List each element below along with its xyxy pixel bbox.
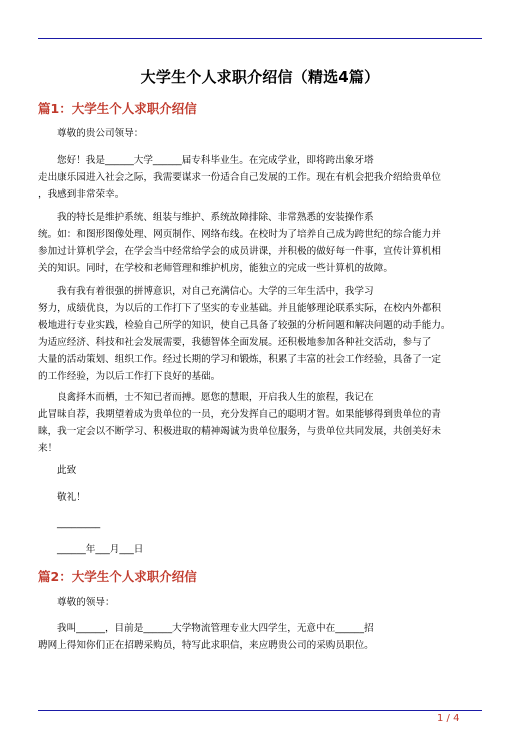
text-line: 我叫______，目前是______大学物流管理专业大四学生，无意中在______招 [57, 623, 374, 634]
text-line: 此冒昧自荐，我期望着成为贵单位的一员，充分发挥自己的聪明才智。如果能够得到贵单位的青 [38, 409, 441, 420]
footer-rule [38, 710, 482, 711]
text-line: 统。如：和图形图像处理、网页制作、网络布线。在校时为了培养自己成为跨世纪的综合能力并 [38, 229, 441, 240]
text-line: 我有我有着很强的拼博意识，对自己充满信心。大学的三年生活中，我学习 [57, 286, 374, 297]
closing-regards [38, 489, 484, 506]
greeting-2-text: 尊敬的领导： [57, 597, 115, 608]
date-text: ______年___月___日 [57, 544, 144, 555]
closing-text: 敬礼！ [57, 492, 86, 503]
text-line: ，我感到非常荣幸。 [38, 189, 125, 200]
document-title: 大学生个人求职介绍信（精选4篇） [140, 68, 380, 86]
closing-text: 此致 [57, 465, 77, 476]
text-line: 我的特长是维护系统、组装与维护、系统故障排除、非常熟悉的安装操作系 [57, 212, 374, 223]
paragraph-1-3 [38, 283, 484, 385]
text-line: 努力，成绩优良，为以后的工作打下了坚实的专业基础。并且能够理论联系实际，在校内外都积 [38, 303, 441, 314]
text-line: 为适应经济、科技和社会发展需要，我德智体全面发展。还积极地参加各种社交活动，参与了 [38, 337, 432, 348]
greeting-2 [38, 594, 484, 611]
text-line: 大量的活动策划、组织工作。经过长期的学习和锻炼，积累了丰富的社会工作经验，具备了一定 [38, 354, 441, 365]
closing-salutation [38, 462, 484, 479]
text-line: 您好！我是______大学______届专科毕业生。在完成学业，即将跨出象牙塔 [57, 155, 374, 166]
signature-text: _________ [57, 518, 101, 529]
greeting-1 [38, 125, 484, 142]
text-line: 的工作经验，为以后工作打下良好的基础。 [38, 371, 221, 382]
paragraph-1-1 [38, 152, 484, 203]
paragraph-1-4 [38, 389, 484, 457]
text-line: 良禽择木而栖，士不知已者而搏。愿您的慧眼，开启我人生的旅程，我记在 [57, 392, 374, 403]
text-line: 走出康乐园进入社会之际，我需要谋求一份适合自己发展的工作。现在有机会把我介绍给贵单位 [38, 172, 441, 183]
date-line [38, 541, 484, 558]
page-number: 1 / 4 [437, 713, 460, 724]
section-heading-1: 篇1：大学生个人求职介绍信 [38, 101, 197, 116]
text-line: 关的知识。同时，在学校和老师管理和维护机房，能独立的完成一些计算机的故障。 [38, 263, 393, 274]
header-rule [38, 38, 482, 39]
text-line: 极地进行专业实践，检验自己所学的知识，使自己具备了较强的分析问题和解决问题的动手能力。 [38, 320, 451, 331]
text-line: 聘网上得知你们正在招聘采购员，特写此求职信，来应聘贵公司的采购员职位。 [38, 640, 374, 651]
text-line: 来！ [38, 443, 58, 454]
paragraph-2-1 [38, 620, 484, 654]
section-heading-2: 篇2：大学生个人求职介绍信 [38, 569, 197, 584]
greeting-1-text: 尊敬的贵公司领导： [57, 128, 144, 139]
text-line: 睐，我一定会以不断学习、积极进取的精神竭诚为贵单位服务，与贵单位共同发展，共创美好未 [38, 426, 441, 437]
text-line: 参加过计算机学会，在学会当中经常给学会的成员讲课，并积极的做好每一件事，宣传计算机相 [38, 246, 441, 257]
paragraph-1-2 [38, 209, 484, 277]
signature-line [38, 515, 484, 532]
